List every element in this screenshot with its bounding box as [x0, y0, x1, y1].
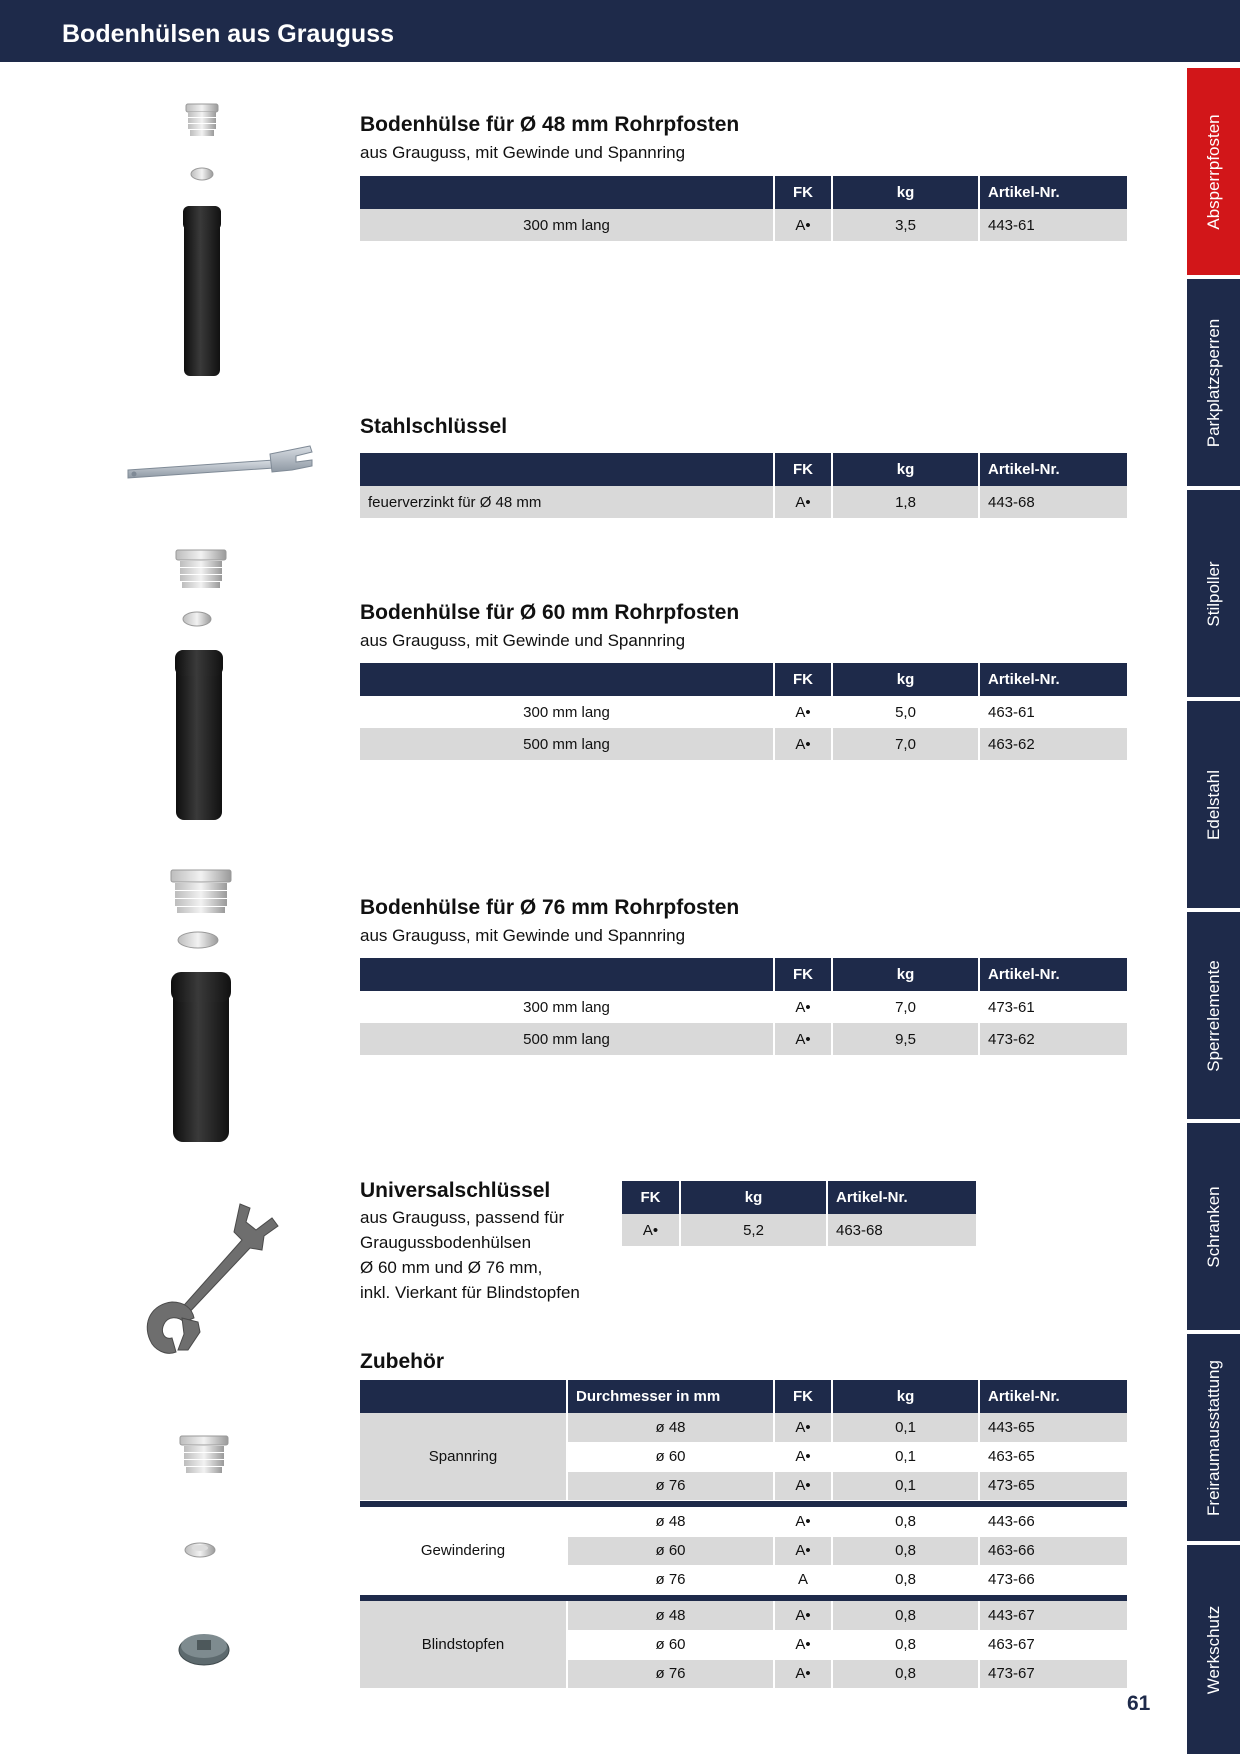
- fk-cell: A•: [774, 1023, 832, 1055]
- article-cell: 473-61: [979, 991, 1127, 1023]
- ground-sleeve-48-image: [170, 98, 234, 384]
- ground-sleeve-76-image: [163, 866, 239, 1148]
- kg-cell: 7,0: [832, 728, 979, 760]
- diameter-cell: ø 76: [567, 1659, 774, 1688]
- sidebar-tab-sperrelemente[interactable]: [1187, 912, 1240, 1119]
- fk-header: FK: [774, 1380, 832, 1413]
- kg-cell: 5,2: [680, 1214, 827, 1246]
- product-title: Bodenhülse für Ø 76 mm Rohrpfosten: [360, 896, 740, 919]
- universal-description: [360, 1205, 600, 1305]
- product-table: [360, 176, 1127, 241]
- sidebar-tab-freiraumausstattung[interactable]: [1187, 1334, 1240, 1541]
- desc-cell: 500 mm lang: [360, 728, 774, 760]
- sidebar-tab-label: Parkplatzsperren: [1203, 318, 1223, 447]
- page-header: [0, 0, 1240, 62]
- article-header: Artikel-Nr.: [979, 176, 1127, 209]
- sidebar-tab-label: Werkschutz: [1203, 1605, 1223, 1694]
- sidebar-tab-label: Freiraumausstattung: [1203, 1359, 1223, 1516]
- kg-header: kg: [832, 958, 979, 991]
- product-title: Bodenhülse für Ø 60 mm Rohrpfosten: [360, 601, 740, 624]
- kg-cell: 7,0: [832, 991, 979, 1023]
- diameter-cell: ø 48: [567, 1601, 774, 1630]
- group-separator: [360, 1500, 1127, 1507]
- tension-ring-image: [176, 1434, 232, 1478]
- fk-cell: A•: [774, 1507, 832, 1536]
- article-header: Artikel-Nr.: [979, 1380, 1127, 1413]
- product-title: Stahlschlüssel: [360, 415, 508, 438]
- table-row: [360, 209, 1127, 241]
- universal-key-image: [138, 1200, 298, 1360]
- kg-cell: 0,1: [832, 1413, 979, 1442]
- table-row: [360, 1601, 1127, 1630]
- article-cell: 443-67: [979, 1601, 1127, 1630]
- product-table: [360, 663, 1127, 760]
- article-cell: 463-68: [827, 1214, 976, 1246]
- steel-key-image: [124, 440, 314, 484]
- kg-cell: 0,1: [832, 1442, 979, 1471]
- table-row: [360, 486, 1127, 518]
- desc-header: [360, 453, 774, 486]
- sidebar-tab-label: Sperrelemente: [1203, 959, 1223, 1072]
- product-title: Bodenhülse für Ø 48 mm Rohrpfosten: [360, 113, 740, 136]
- fk-cell: A•: [622, 1214, 680, 1246]
- kg-cell: 9,5: [832, 1023, 979, 1055]
- product-table: [360, 958, 1127, 1055]
- description-line: inkl. Vierkant für Blindstopfen: [360, 1283, 580, 1302]
- sidebar-tab-absperrpfosten[interactable]: [1187, 68, 1240, 275]
- article-cell: 463-65: [979, 1442, 1127, 1471]
- table-row: [360, 1023, 1127, 1055]
- article-cell: 473-65: [979, 1471, 1127, 1500]
- desc-cell: 300 mm lang: [360, 696, 774, 728]
- article-cell: 473-62: [979, 1023, 1127, 1055]
- diameter-cell: ø 48: [567, 1413, 774, 1442]
- table-row: [360, 1413, 1127, 1442]
- kg-cell: 1,8: [832, 486, 979, 518]
- product-subtitle: aus Grauguss, mit Gewinde und Spannring: [360, 143, 686, 162]
- fk-cell: A•: [774, 1536, 832, 1565]
- article-header: Artikel-Nr.: [979, 958, 1127, 991]
- product-title: Universalschlüssel: [360, 1179, 551, 1202]
- diameter-cell: ø 60: [567, 1442, 774, 1471]
- sidebar-tab-label: Absperrpfosten: [1203, 113, 1223, 230]
- description-line: Graugussbodenhülsen: [360, 1233, 532, 1252]
- fk-cell: A•: [774, 1413, 832, 1442]
- kg-cell: 3,5: [832, 209, 979, 241]
- fk-cell: A•: [774, 1659, 832, 1688]
- article-cell: 463-67: [979, 1630, 1127, 1659]
- kg-header: kg: [832, 1380, 979, 1413]
- kg-cell: 0,1: [832, 1471, 979, 1500]
- page-number: 61: [1127, 1692, 1151, 1715]
- sidebar-tab-label: Stilpoller: [1203, 560, 1223, 627]
- fk-cell: A•: [774, 991, 832, 1023]
- fk-cell: A•: [774, 1630, 832, 1659]
- page-title: Bodenhülsen aus Grauguss: [62, 20, 395, 48]
- group-name-cell: Blindstopfen: [360, 1601, 567, 1688]
- fk-header: FK: [774, 958, 832, 991]
- article-cell: 443-66: [979, 1507, 1127, 1536]
- ground-sleeve-60-image: [166, 546, 236, 826]
- diameter-cell: ø 48: [567, 1507, 774, 1536]
- article-cell: 473-66: [979, 1565, 1127, 1594]
- kg-header: kg: [832, 453, 979, 486]
- fk-cell: A: [774, 1565, 832, 1594]
- kg-cell: 0,8: [832, 1630, 979, 1659]
- product-table: [360, 453, 1127, 518]
- group-separator: [360, 1594, 1127, 1601]
- article-cell: 463-61: [979, 696, 1127, 728]
- kg-cell: 0,8: [832, 1659, 979, 1688]
- article-header: Artikel-Nr.: [827, 1181, 976, 1214]
- product-subtitle: aus Grauguss, mit Gewinde und Spannring: [360, 926, 686, 945]
- article-cell: 463-62: [979, 728, 1127, 760]
- fk-header: FK: [774, 176, 832, 209]
- sidebar-tab-werkschutz[interactable]: [1187, 1545, 1240, 1754]
- blind-plug-image: [176, 1628, 232, 1668]
- article-header: Artikel-Nr.: [979, 663, 1127, 696]
- description-line: Ø 60 mm und Ø 76 mm,: [360, 1258, 543, 1277]
- desc-header: [360, 958, 774, 991]
- group-name-cell: Gewindering: [360, 1507, 567, 1594]
- table-row: [360, 1507, 1127, 1536]
- sidebar-tab-parkplatzsperren[interactable]: [1187, 279, 1240, 486]
- category-sidebar: [1187, 68, 1240, 1754]
- desc-cell: 500 mm lang: [360, 1023, 774, 1055]
- table-row: [622, 1214, 976, 1246]
- fk-cell: A•: [774, 209, 832, 241]
- sidebar-tab-schranken[interactable]: [1187, 1123, 1240, 1330]
- fk-cell: A•: [774, 486, 832, 518]
- kg-cell: 0,8: [832, 1601, 979, 1630]
- desc-cell: 300 mm lang: [360, 209, 774, 241]
- fk-cell: A•: [774, 1471, 832, 1500]
- universal-table: [622, 1181, 976, 1246]
- table-row: [360, 991, 1127, 1023]
- fk-cell: A•: [774, 696, 832, 728]
- fk-header: FK: [774, 453, 832, 486]
- desc-cell: 300 mm lang: [360, 991, 774, 1023]
- diameter-cell: ø 76: [567, 1565, 774, 1594]
- diameter-cell: ø 60: [567, 1536, 774, 1565]
- kg-cell: 0,8: [832, 1536, 979, 1565]
- description-line: aus Grauguss, passend für: [360, 1208, 565, 1227]
- article-cell: 473-67: [979, 1659, 1127, 1688]
- sidebar-tab-stilpoller[interactable]: [1187, 490, 1240, 697]
- product-subtitle: aus Grauguss, mit Gewinde und Spannring: [360, 631, 686, 650]
- group-name-cell: Spannring: [360, 1413, 567, 1500]
- fk-cell: A•: [774, 1601, 832, 1630]
- fk-cell: A•: [774, 728, 832, 760]
- diameter-cell: ø 60: [567, 1630, 774, 1659]
- threaded-ring-image: [182, 1540, 218, 1560]
- article-cell: 443-65: [979, 1413, 1127, 1442]
- article-cell: 463-66: [979, 1536, 1127, 1565]
- kg-header: kg: [832, 663, 979, 696]
- diameter-cell: ø 76: [567, 1471, 774, 1500]
- kg-header: kg: [680, 1181, 827, 1214]
- accessories-title: Zubehör: [360, 1350, 444, 1373]
- desc-header: [360, 663, 774, 696]
- sidebar-tab-label: Edelstahl: [1203, 769, 1223, 840]
- desc-header: [360, 176, 774, 209]
- fk-cell: A•: [774, 1442, 832, 1471]
- kg-cell: 0,8: [832, 1507, 979, 1536]
- table-row: [360, 728, 1127, 760]
- diameter-header: Durchmesser in mm: [567, 1380, 774, 1413]
- fk-header: FK: [622, 1181, 680, 1214]
- sidebar-tab-label: Schranken: [1203, 1185, 1223, 1268]
- article-cell: 443-61: [979, 209, 1127, 241]
- kg-header: kg: [832, 176, 979, 209]
- sidebar-tab-edelstahl[interactable]: [1187, 701, 1240, 908]
- table-row: [360, 696, 1127, 728]
- desc-cell: feuerverzinkt für Ø 48 mm: [360, 486, 774, 518]
- group-header: [360, 1380, 567, 1413]
- fk-header: FK: [774, 663, 832, 696]
- article-cell: 443-68: [979, 486, 1127, 518]
- kg-cell: 5,0: [832, 696, 979, 728]
- accessories-table: [360, 1380, 1127, 1689]
- kg-cell: 0,8: [832, 1565, 979, 1594]
- article-header: Artikel-Nr.: [979, 453, 1127, 486]
